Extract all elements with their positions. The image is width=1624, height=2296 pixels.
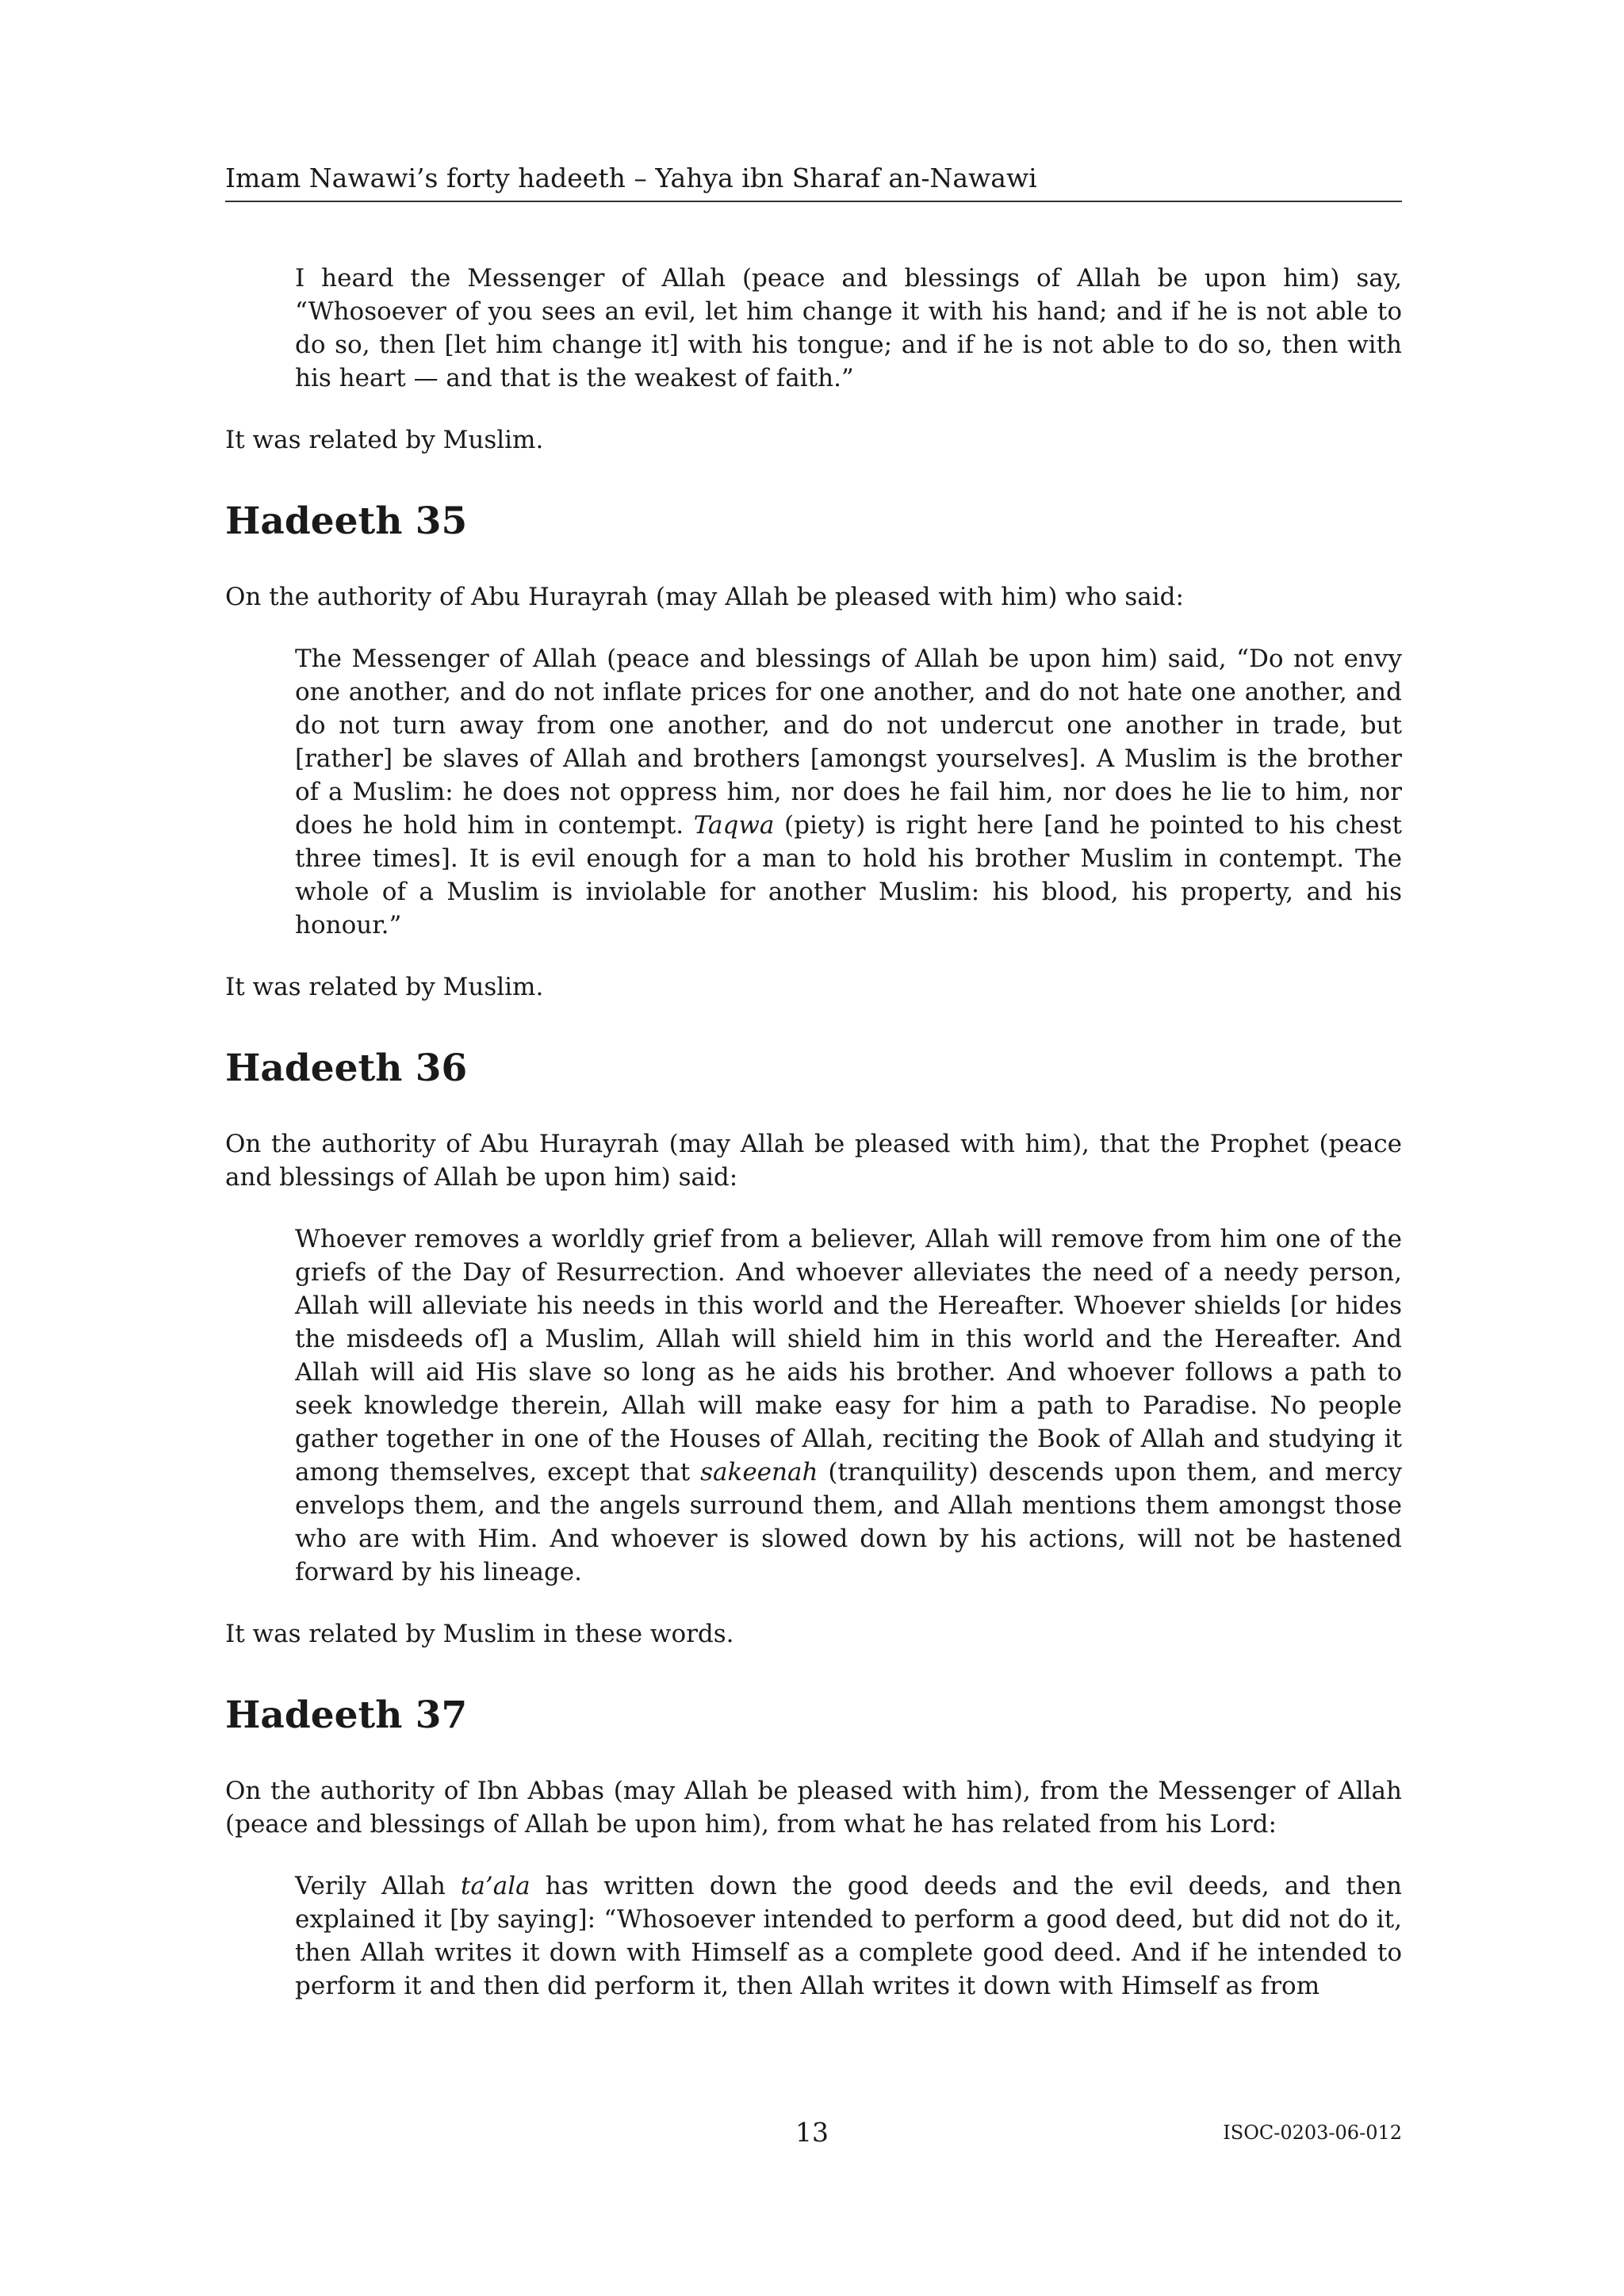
quote-35-part-b: (piety) is right here [and he pointed to his chest three times]. It is evil enough for a man to hold his brother Muslim in contempt. The whole of a Muslim is inviolable for another Muslim: his blood, his property, and his honour.” (295, 811, 1402, 939)
heading-hadeeth-36: Hadeeth 36 (225, 1047, 468, 1090)
quote-hadeeth-34: I heard the Messenger of Allah (peace and blessings of Allah be upon him) say, “Whosoever of you sees an evil, let him change it with his hand; and if he is not able to do so, then [let him change it] with his tongue; and if he is not able to do so, then with his heart — and that is the weakest of faith.” (295, 264, 1402, 392)
narration-note-34: It was related by Muslim. (225, 426, 544, 454)
quote-hadeeth-35 (295, 642, 1402, 942)
narration-note-36: It was related by Muslim in these words. (225, 1620, 734, 1648)
narration-note-35: It was related by Muslim. (225, 973, 544, 1001)
intro-hadeeth-37: On the authority of Ibn Abbas (may Allah be pleased with him), from the Messenger of Allah (peace and blessings of Allah be upon him), from what he has related from his Lord: (225, 1777, 1402, 1839)
quote-hadeeth-36 (295, 1223, 1402, 1589)
quote-37-part-a: Verily Allah (295, 1872, 461, 1900)
quote-35-part-a: The Messenger of Allah (peace and blessings of Allah be upon him) said, “Do not envy one another, and do not inflate prices for one another, and do not hate one another, and do not turn away from one another, and do not undercut one another in trade, but [rather] be slaves of Allah and brothers [amongst yourselves]. A Muslim is the brother of a Muslim: he does not oppress him, nor does he fail him, nor does he lie to him, nor does he hold him in contempt. (295, 645, 1402, 840)
term-taala: ta’ala (460, 1872, 530, 1900)
term-sakeenah: sakeenah (700, 1458, 818, 1487)
heading-hadeeth-35: Hadeeth 35 (225, 499, 468, 543)
page-content (225, 262, 1402, 2003)
quote-36-part-b: (tranquility) descends upon them, and mercy envelops them, and the angels surround them, and Allah mentions them amongst those who are with Him. And whoever is slowed down by his actions, will not be hastened forward by his lineage. (295, 1458, 1402, 1586)
document-code: ISOC-0203-06-012 (1223, 2122, 1402, 2144)
intro-hadeeth-36: On the authority of Abu Hurayrah (may Allah be pleased with him), that the Prophet (peace and blessings of Allah be upon him) said: (225, 1130, 1402, 1192)
running-header: Imam Nawawi’s forty hadeeth – Yahya ibn Sharaf an-Nawawi (225, 163, 1402, 202)
quote-hadeeth-37 (295, 1869, 1402, 2003)
quote-36-part-a: Whoever removes a worldly grief from a believer, Allah will remove from him one of the griefs of the Day of Resurrection. And whoever alleviates the need of a needy person, Allah will alleviate his needs in this world and the Hereafter. Whoever shields [or hides the misdeeds of] a Muslim, Allah will shield him in this world and the Hereafter. And Allah will aid His slave so long as he aids his brother. And whoever follows a path to seek knowledge therein, Allah will make easy for him a path to Paradise. No people gather together in one of the Houses of Allah, reciting the Book of Allah and studying it among themselves, except that (295, 1225, 1402, 1487)
heading-hadeeth-37: Hadeeth 37 (225, 1693, 468, 1737)
intro-hadeeth-35: On the authority of Abu Hurayrah (may Allah be pleased with him) who said: (225, 583, 1184, 611)
term-taqwa: Taqwa (693, 811, 775, 840)
page-number: 13 (795, 2117, 829, 2148)
quote-37-part-b: has written down the good deeds and the evil deeds, and then explained it [by saying]: “Whosoever intended to perform a good deed, but did not do it, then Allah writes it down with Himself as a complete good deed. And if he intended to perform it and then did perform it, then Allah writes it down with Himself as from (295, 1872, 1402, 2000)
